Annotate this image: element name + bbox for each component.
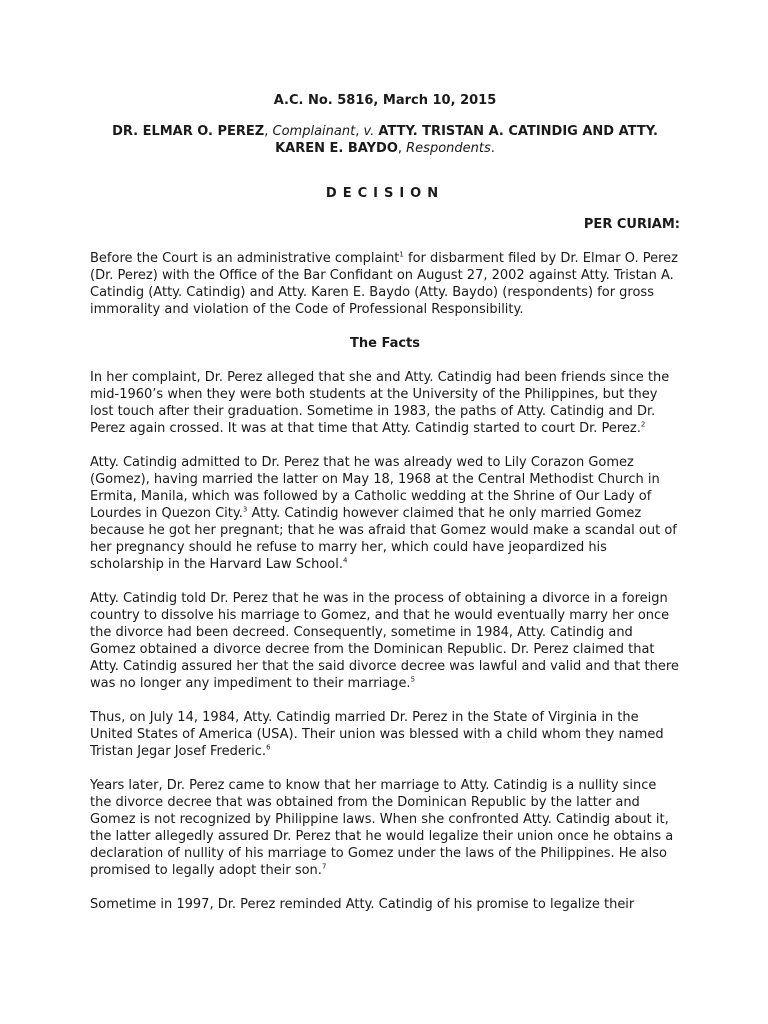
paragraph-text: Years later, Dr. Perez came to know that her marriage to Atty. Catindig is a nullity since the divorce decree that was obtained from the Dominican Republic by the latter and Gomez is not recognized by Philippine laws. When she confronted Atty. Catindig about it, the latter allegedly assured Dr. Perez that he would legalize their union once he obtains a declaration of nullity of his marriage to Gomez under the laws of the Philippines. He also promised to legally adopt their son. [90, 778, 674, 878]
per-curiam-label: PER CURIAM: [583, 217, 680, 232]
respondents-role: Respondents [406, 141, 491, 156]
complainant-name: DR. ELMAR O. PEREZ [112, 124, 265, 139]
paragraph-text: Atty. Catindig admitted to Dr. Perez that he was already wed to Lily Corazon Gomez (Gomez), having married the latter on May 18, 1968 at the Central Methodist Church in Ermita, Manila, which was followed by a Catholic wedding at the Shrine of Our Lady of Lourdes in Quezon City. [90, 455, 660, 521]
footnote-ref-5[interactable]: 5 [410, 675, 416, 684]
footnote-ref-7[interactable]: 7 [321, 862, 327, 871]
paragraph-text: Before the Court is an administrative complaint [90, 251, 400, 266]
paragraph-text: Sometime in 1997, Dr. Perez reminded Atty. Catindig of his promise to legalize their [90, 897, 635, 912]
facts-paragraph-3 [90, 590, 680, 692]
paragraph-text: Atty. Catindig however claimed that he only married Gomez because he got her pregnant; that he was afraid that Gomez would make a scandal out of her pregnancy should he refuse to marry her, which could have jeopardized his scholarship in the Harvard Law School. [90, 506, 677, 572]
facts-paragraph-4 [90, 709, 680, 760]
versus-label: v. [363, 124, 375, 139]
case-number: A.C. No. 5816, March 10, 2015 [273, 93, 497, 108]
respondents-names: ATTY. TRISTAN A. CATINDIG AND ATTY. KAREN E. BAYDO [275, 124, 658, 156]
facts-heading: The Facts [349, 336, 420, 351]
footnote-ref-4[interactable]: 4 [343, 556, 348, 565]
facts-paragraph-1 [90, 369, 680, 437]
facts-paragraph-5 [90, 777, 680, 879]
decision-heading: DECISION [325, 186, 445, 201]
paragraph-text: Atty. Catindig told Dr. Perez that he was in the process of obtaining a divorce in a foreign country to dissolve his marriage to Gomez, and that he would eventually marry her once the divorce had been decreed. Consequently, sometime in 1984, Atty. Catindig and Gomez obtained a divorce decree from the Dominican Republic. Dr. Perez claimed that Atty. Catindig assured her that the said divorce decree was lawful and valid and that there was no longer any impediment to their marriage. [90, 591, 679, 691]
case-parties: DR. ELMAR O. PEREZ, Complainant, v. ATTY. TRISTAN A. CATINDIG AND ATTY. KAREN E. BAYDO, Respondents. [112, 124, 658, 156]
facts-paragraph-6 [90, 896, 680, 913]
paragraph-text: In her complaint, Dr. Perez alleged that she and Atty. Catindig had been friends since the mid-1960’s when they were both students at the University of the Philippines, but they lost touch after their graduation. Sometime in 1983, the paths of Atty. Catindig and Dr. Perez again crossed. It was at that time that Atty. Catindig started to court Dr. Perez. [90, 370, 670, 436]
paragraph-text: for disbarment filed by Dr. Elmar O. Perez (Dr. Perez) with the Office of the Bar Confidant on August 27, 2002 against Atty. Tristan A. Catindig (Atty. Catindig) and Atty. Karen E. Baydo (Atty. Baydo) (respondents) for gross immorality and violation of the Code of Professional Responsibility. [90, 251, 678, 317]
intro-paragraph [90, 250, 680, 318]
footnote-ref-1[interactable]: 1 [399, 250, 404, 259]
footnote-ref-2[interactable]: 2 [640, 420, 646, 429]
decision-document [90, 92, 680, 930]
footnote-ref-6[interactable]: 6 [266, 743, 271, 752]
footnote-ref-3[interactable]: 3 [242, 505, 248, 514]
facts-paragraph-2 [90, 454, 680, 573]
paragraph-text: Thus, on July 14, 1984, Atty. Catindig married Dr. Perez in the State of Virginia in the United States of America (USA). Their union was blessed with a child whom they named Tristan Jegar Josef Frederic. [90, 710, 664, 759]
complainant-role: Complainant [272, 124, 356, 139]
